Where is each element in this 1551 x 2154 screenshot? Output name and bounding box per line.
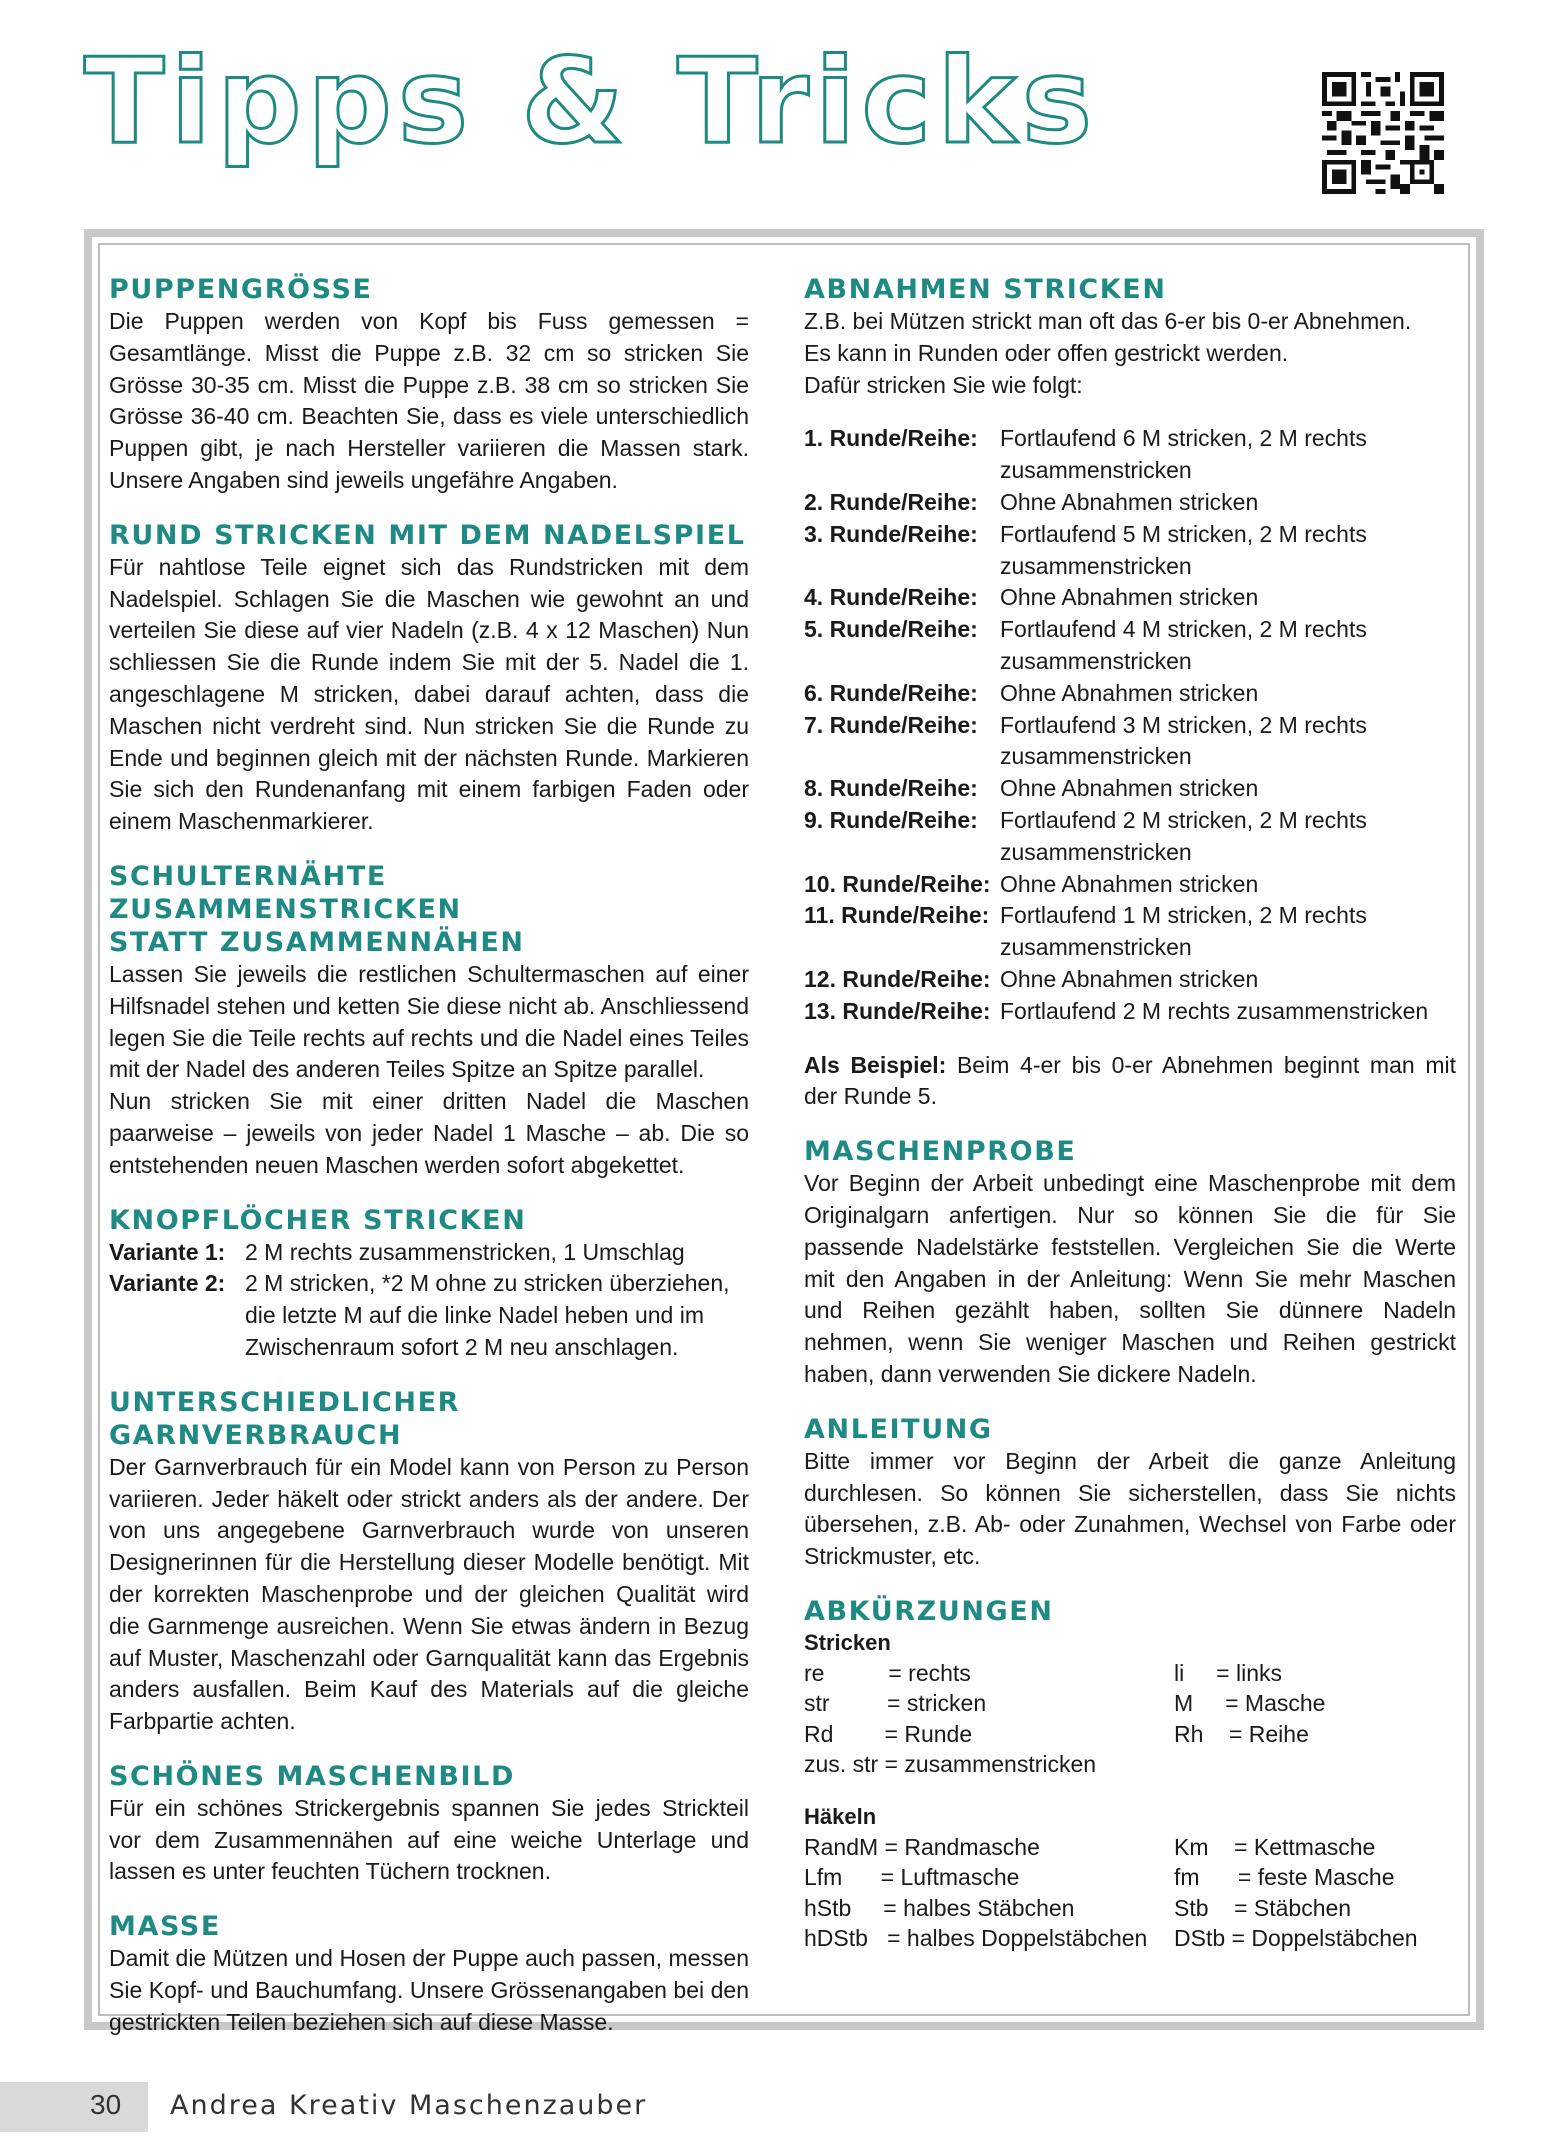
abbr-entry: hStb = halbes Stäbchen xyxy=(804,1894,1075,1921)
text-schulternaehte-2: Nun stricken Sie mit einer dritten Nadel die Maschen paarweise – jeweils von jeder Nadel 1 Masche – ab. Die so entstehenden neuen Maschen werden sofort abgekettet. xyxy=(109,1088,749,1178)
variante-1-text: 2 M rechts zusammenstricken, 1 Umschlag xyxy=(245,1238,685,1265)
row-text: Fortlaufend 1 M stricken, 2 M rechts zusammenstricken xyxy=(1000,902,1367,961)
page-title: Tipps & Tricks xyxy=(84,32,1098,170)
text-rund-stricken: Für nahtlose Teile eignet sich das Rundstricken mit dem Nadelspiel. Schlagen Sie die Maschen wie gewohnt an und verteilen Sie diese auf vier Nadeln (z.B. 4 x 12 Maschen) Nun schliessen Sie die Runde indem Sie mit der 5. Nadel die 1. angeschlagene M stricken, dabei darauf achten, dass die Maschen nicht verdreht sind. Nun stricken Sie die Runde zu Ende und beginnen gleich mit der nächsten Runde. Markieren Sie sich den Rundenanfang mit einem farbigen Faden oder einem Maschenmarkierer. xyxy=(109,553,749,835)
abbr-haekeln-list xyxy=(804,1832,1456,1954)
variante-1-label: Variante 1: xyxy=(109,1238,226,1265)
abnahmen-row xyxy=(804,869,1456,901)
row-label: 13. Runde/Reihe: xyxy=(804,997,991,1024)
right-column xyxy=(804,273,1456,1954)
abbr-stricken-list xyxy=(804,1658,1456,1780)
publication-name: Andrea Kreativ Maschenzauber xyxy=(170,2090,648,2121)
heading-maschenbild: SCHÖNES MASCHENBILD xyxy=(109,1760,516,1792)
row-label: 5. Runde/Reihe: xyxy=(804,616,978,643)
page-number: 30 xyxy=(90,2089,122,2120)
row-label: 6. Runde/Reihe: xyxy=(804,679,978,706)
variante-2-text: 2 M stricken, *2 M ohne zu stricken überziehen, die letzte M auf die linke Nadel heben und im Zwischenraum sofort 2 M neu anschlagen. xyxy=(245,1270,730,1360)
heading-schulternaehte-1: SCHULTERNÄHTE ZUSAMMENSTRICKEN xyxy=(109,860,462,925)
row-label: 7. Runde/Reihe: xyxy=(804,711,978,738)
row-text: Ohne Abnahmen stricken xyxy=(1000,679,1259,706)
row-label: 3. Runde/Reihe: xyxy=(804,520,978,547)
example-text: Beim 4-er bis 0-er Abnehmen beginnt man mit der Runde 5. xyxy=(804,1051,1456,1110)
abnahmen-row xyxy=(804,678,1456,710)
row-label: 11. Runde/Reihe: xyxy=(804,902,990,929)
abbr-entry: Lfm = Luftmasche xyxy=(804,1864,1020,1891)
abbr-entry: Km = Kettmasche xyxy=(1174,1833,1376,1860)
heading-anleitung: ANLEITUNG xyxy=(804,1413,993,1445)
abnahmen-rows xyxy=(804,423,1456,1027)
abbr-entry: hDStb = halbes Doppelstäbchen xyxy=(804,1925,1148,1952)
footer-bar xyxy=(0,2082,148,2132)
abbr-entry: fm = feste Masche xyxy=(1174,1864,1395,1891)
abnahmen-row xyxy=(804,773,1456,805)
abnahmen-intro-3: Dafür stricken Sie wie folgt: xyxy=(804,371,1083,398)
abbr-entry: li = links xyxy=(1174,1659,1283,1686)
abnahmen-example xyxy=(804,1050,1456,1114)
heading-garnverbrauch: UNTERSCHIEDLICHER GARNVERBRAUCH xyxy=(109,1386,461,1451)
heading-schulternaehte-2: STATT ZUSAMMENNÄHEN xyxy=(109,926,525,958)
abbr-entry: Rd = Runde xyxy=(804,1720,973,1747)
abbr-entry: re = rechts xyxy=(804,1659,971,1686)
abbr-entry: M = Masche xyxy=(1174,1690,1326,1717)
text-schulternaehte-1: Lassen Sie jeweils die restlichen Schultermaschen auf einer Hilfsnadel stehen und ketten Sie diese nicht ab. Anschliessend legen Sie die Teile rechts auf rechts und die Nadel eines Teiles mit der Nadel des anderen Teiles Spitze an Spitze parallel. xyxy=(109,960,749,1083)
row-text: Fortlaufend 2 M stricken, 2 M rechts zusammenstricken xyxy=(1000,806,1367,865)
row-label: 12. Runde/Reihe: xyxy=(804,965,991,992)
row-text: Fortlaufend 3 M stricken, 2 M rechts zusammenstricken xyxy=(1000,711,1367,770)
abnahmen-row xyxy=(804,614,1456,678)
abbr-entry: str = stricken xyxy=(804,1690,987,1717)
text-maschenbild: Für ein schönes Strickergebnis spannen Sie jedes Strickteil vor dem Zusammennähen auf eine weiche Unterlage und lassen es unter feuchten Tüchern trocknen. xyxy=(109,1794,749,1885)
row-text: Ohne Abnahmen stricken xyxy=(1000,870,1259,897)
row-text: Ohne Abnahmen stricken xyxy=(1000,775,1259,802)
abbr-entry: DStb = Doppelstäbchen xyxy=(1174,1925,1418,1952)
row-label: 9. Runde/Reihe: xyxy=(804,806,978,833)
content-frame xyxy=(84,229,1484,2035)
heading-rund-stricken: RUND STRICKEN MIT DEM NADELSPIEL xyxy=(109,519,746,551)
heading-maschenprobe: MASCHENPROBE xyxy=(804,1136,1077,1168)
row-label: 4. Runde/Reihe: xyxy=(804,584,978,611)
abbr-entry: zus. str = zusammenstricken xyxy=(804,1751,1097,1778)
variante-1 xyxy=(109,1237,749,1269)
abbr-entry: Rh = Reihe xyxy=(1174,1720,1309,1747)
abnahmen-intro-1: Z.B. bei Mützen strickt man oft das 6-er bis 0-er Abnehmen. xyxy=(804,308,1412,334)
row-text: Fortlaufend 2 M rechts zusammenstricken xyxy=(1000,997,1429,1024)
abnahmen-intro-2: Es kann in Runden oder offen gestrickt werden. xyxy=(804,339,1289,366)
abnahmen-row xyxy=(804,900,1456,964)
row-text: Fortlaufend 4 M stricken, 2 M rechts zusammenstricken xyxy=(1000,616,1367,674)
row-label: 2. Runde/Reihe: xyxy=(804,488,978,515)
example-label: Als Beispiel: xyxy=(804,1051,947,1078)
abnahmen-row xyxy=(804,964,1456,996)
abbr-haekeln-label: Häkeln xyxy=(804,1803,877,1829)
row-text: Ohne Abnahmen stricken xyxy=(1000,965,1259,992)
row-text: Ohne Abnahmen stricken xyxy=(1000,488,1259,515)
heading-knopfloecher: KNOPFLÖCHER STRICKEN xyxy=(109,1204,527,1236)
abnahmen-row xyxy=(804,710,1456,774)
heading-puppengroesse: PUPPENGRÖSSE xyxy=(109,274,373,305)
heading-abkuerzungen: ABKÜRZUNGEN xyxy=(804,1595,1054,1627)
heading-abnahmen: ABNAHMEN STRICKEN xyxy=(804,274,1167,305)
abbr-entry xyxy=(1174,1749,1454,1780)
text-masse: Damit die Mützen und Hosen der Puppe auch passen, messen Sie Kopf- und Bauchumfang. Unsere Grössenangaben bei den gestrickten Teilen beziehen sich auf diese Masse. xyxy=(109,1945,749,2035)
abbr-entry: Stb = Stäbchen xyxy=(1174,1894,1352,1921)
row-text: Fortlaufend 5 M stricken, 2 M rechts zusammenstricken xyxy=(1000,520,1367,579)
text-puppengroesse: Die Puppen werden von Kopf bis Fuss gemessen = Gesamtlänge. Misst die Puppe z.B. 32 cm so stricken Sie Grösse 30-35 cm. Misst die Puppe z.B. 38 cm so stricken Sie Grösse 36-40 cm. Beachten Sie, dass es viele unterschiedlich Puppen gibt, je nach Hersteller variieren die Massen stark. Unsere Angaben sind jeweils ungefähre Angaben. xyxy=(109,308,749,493)
row-text: Ohne Abnahmen stricken xyxy=(1000,584,1259,611)
text-maschenprobe: Vor Beginn der Arbeit unbedingt eine Maschenprobe mit dem Originalgarn anfertigen. Nur so können Sie die für Sie passende Nadelstärke feststellen. Vergleichen Sie die Werte mit den Angaben in der Anleitung: Wenn Sie mehr Maschen und Reihen gezählt haben, sollten Sie dünnere Nadeln nehmen, wenn Sie weniger Maschen und Reihen gestrickt haben, dann verwenden Sie dickere Nadeln. xyxy=(804,1170,1456,1387)
abnahmen-row xyxy=(804,805,1456,869)
abbr-stricken-label: Stricken xyxy=(804,1629,891,1655)
heading-masse: MASSE xyxy=(109,1911,221,1943)
abbr-entry: RandM = Randmasche xyxy=(804,1833,1040,1860)
abnahmen-row xyxy=(804,996,1456,1028)
text-anleitung: Bitte immer vor Beginn der Arbeit die ganze Anleitung durchlesen. So können Sie sicherstellen, dass Sie nichts übersehen, z.B. Ab- oder Zunahmen, Wechsel von Farbe oder Strickmuster, etc. xyxy=(804,1447,1456,1570)
abnahmen-row xyxy=(804,519,1456,583)
variante-2 xyxy=(109,1268,749,1363)
row-label: 8. Runde/Reihe: xyxy=(804,775,978,802)
abnahmen-row xyxy=(804,487,1456,519)
abnahmen-row xyxy=(804,423,1456,487)
variante-2-label: Variante 2: xyxy=(109,1270,226,1297)
row-label: 1. Runde/Reihe: xyxy=(804,425,978,452)
left-column xyxy=(109,273,749,2039)
qr-code[interactable] xyxy=(1322,72,1444,194)
row-text: Fortlaufend 6 M stricken, 2 M rechts zusammenstricken xyxy=(1000,425,1367,484)
row-label: 10. Runde/Reihe: xyxy=(804,870,991,897)
abnahmen-row xyxy=(804,582,1456,614)
text-garnverbrauch: Der Garnverbrauch für ein Model kann von Person zu Person variieren. Jeder häkelt oder strickt anders als der andere. Der von uns angegebene Garnverbrauch wurde von unseren Designerinnen für die Herstellung dieser Modelle benötigt. Mit der korrekten Maschenprobe und der gleichen Qualität wird die Garnmenge ausreichen. Wenn Sie etwas ändern in Bezug auf Muster, Maschenzahl oder Garnqualität kann das Ergebnis anders ausfallen. Beim Kauf des Materials auf die gleiche Farbpartie achten. xyxy=(109,1453,749,1735)
